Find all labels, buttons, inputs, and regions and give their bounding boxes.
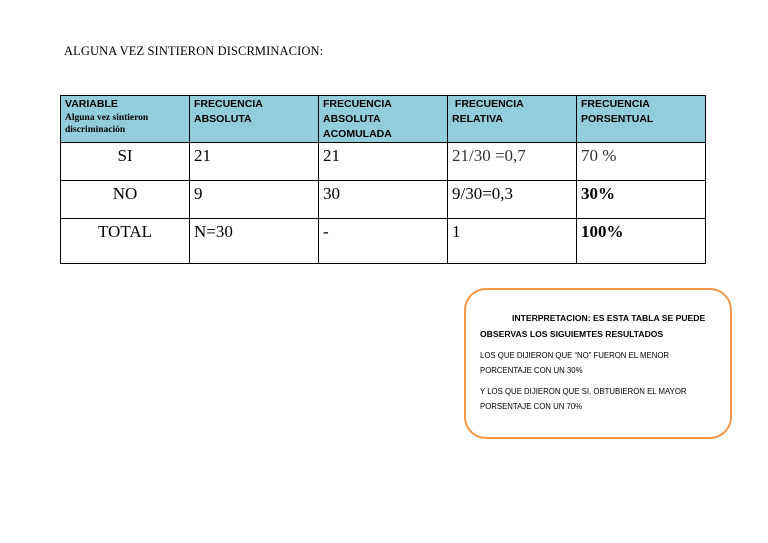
header-label: FRECUENCIA PORSENTUAL <box>581 98 654 125</box>
table-cell: 21/30 =0,7 <box>448 143 577 181</box>
header-label: FRECUENCIA RELATIVA <box>452 98 527 125</box>
page-title: ALGUNA VEZ SINTIERON DISCRMINACION: <box>64 44 324 58</box>
header-relative-frequency <box>448 96 577 143</box>
table-cell: N=30 <box>190 219 319 264</box>
header-absolute-frequency <box>190 96 319 143</box>
table-cell-variable: SI <box>61 143 190 181</box>
table-cell: 1 <box>448 219 577 264</box>
table-cell: 70 % <box>577 143 706 181</box>
interpretation-paragraph: LOS QUE DIJIERON QUE “NO” FUERON EL MENOR PORCENTAJE CON UN 30% <box>480 351 670 375</box>
table-cell-variable: NO <box>61 181 190 219</box>
header-variable-label: VARIABLE <box>65 98 118 110</box>
table-row <box>61 143 706 181</box>
header-cumulative-frequency <box>319 96 448 143</box>
table-cell: 9/30=0,3 <box>448 181 577 219</box>
interpretation-title: INTERPRETACION: ES ESTA TABLA SE PUEDE OBSERVAS LOS SIGUIEMTES RESULTADOS <box>480 313 706 339</box>
table-cell: 100% <box>577 219 706 264</box>
header-label: FRECUENCIA ABSOLUTA <box>194 98 263 125</box>
table-row <box>61 219 706 264</box>
table-cell: 30% <box>577 181 706 219</box>
table-cell: - <box>319 219 448 264</box>
table-cell: 30 <box>319 181 448 219</box>
table-row <box>61 181 706 219</box>
frequency-table <box>60 95 706 264</box>
table-cell: 9 <box>190 181 319 219</box>
header-label: FRECUENCIA ABSOLUTA ACOMULADA <box>323 98 392 140</box>
table-cell: 21 <box>319 143 448 181</box>
table-cell-variable: TOTAL <box>61 219 190 264</box>
header-variable-sublabel: Alguna vez sintieron discriminación <box>65 113 149 135</box>
interpretation-box <box>464 288 732 439</box>
table-header-row <box>61 96 706 143</box>
header-variable <box>61 96 190 143</box>
table-cell: 21 <box>190 143 319 181</box>
header-percent-frequency <box>577 96 706 143</box>
interpretation-paragraph: Y LOS QUE DIJIERON QUE SI, OBTUBIERON EL MAYOR PORSENTAJE CON UN 70% <box>480 387 687 411</box>
